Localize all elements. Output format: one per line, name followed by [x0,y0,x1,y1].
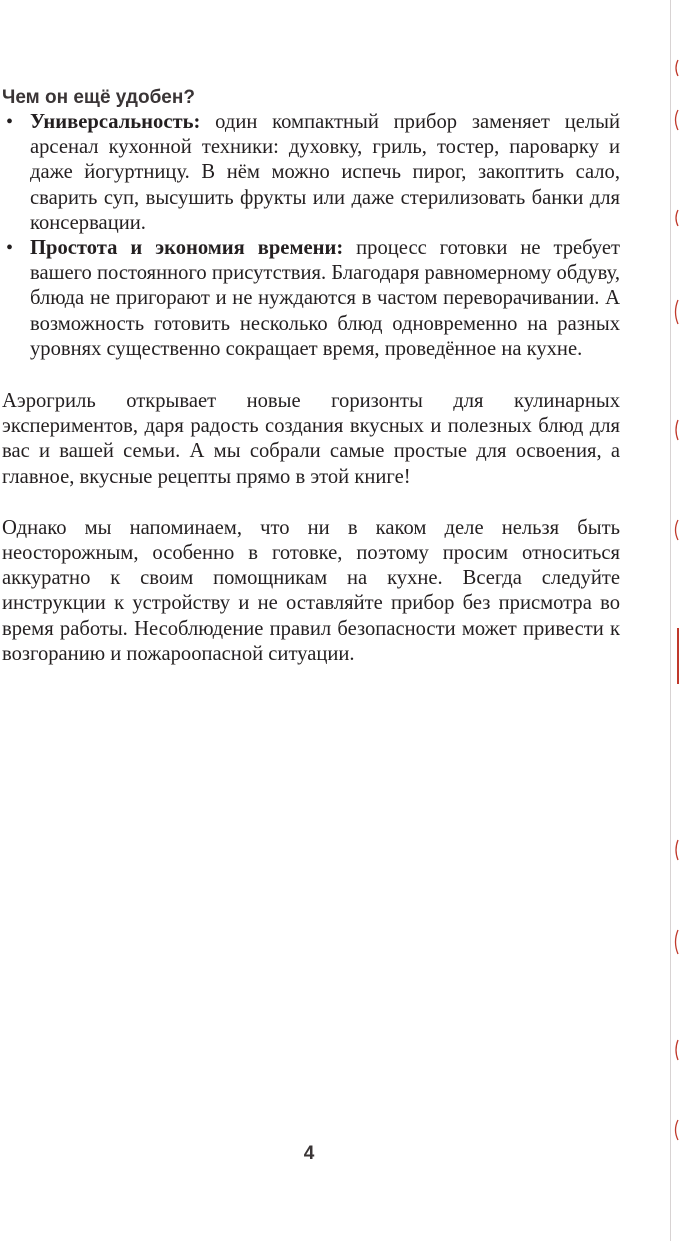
bullet-text: один компактный прибор заменяет целый арсенал кухонной техники: духовку, гриль, тостер, пароварку и даже йогуртницу. В нём можно испечь пирог, закоптить сало, сварить суп, высушить фрукты или даже стерилизовать банки для консервации. [30,111,620,234]
bullet-term: Простота и экономия времени: [30,237,344,260]
bullet-term: Универсальность: [30,111,201,133]
list-item [2,110,620,236]
page-number: 4 [303,1143,315,1164]
bullet-text: процесс готовки не требует вашего постоянного присутствия. Благодаря равномерному обдуву, блюда не пригорают и не нуждаются в частом переворачивании. А возможность готовить несколько блюд одновременно на разных уровнях существенно сокращает время, проведённое на кухне. [30,237,621,360]
edge-ornament [673,0,679,1241]
bullet-icon: • [6,237,14,260]
body-paragraph: Однако мы напоминаем, что ни в каком деле нельзя быть неосторожным, особенно в готовке, поэтому просим относиться аккуратно к своим помощникам на кухне. Всегда следуйте инструкции к устройству и не оставляйте прибор без присмотра во время работы. Несоблюдение правил безопасности может привести к возгоранию и пожароопасной ситуации. [2,516,620,665]
section-heading: Чем он ещё удобен? [2,87,195,108]
bullet-icon: • [6,111,14,133]
list-item [2,236,620,362]
page-content [2,86,620,667]
edge-divider [670,0,671,1241]
feature-list [2,110,620,362]
body-paragraph: Аэрогриль открывает новые горизонты для кулинарных экспериментов, даря радость создания вкусных и полезных блюд для вас и вашей семьи. А мы собрали самые простые для освоения, а главное, вкусные рецепты прямо в этой книге! [2,390,620,488]
